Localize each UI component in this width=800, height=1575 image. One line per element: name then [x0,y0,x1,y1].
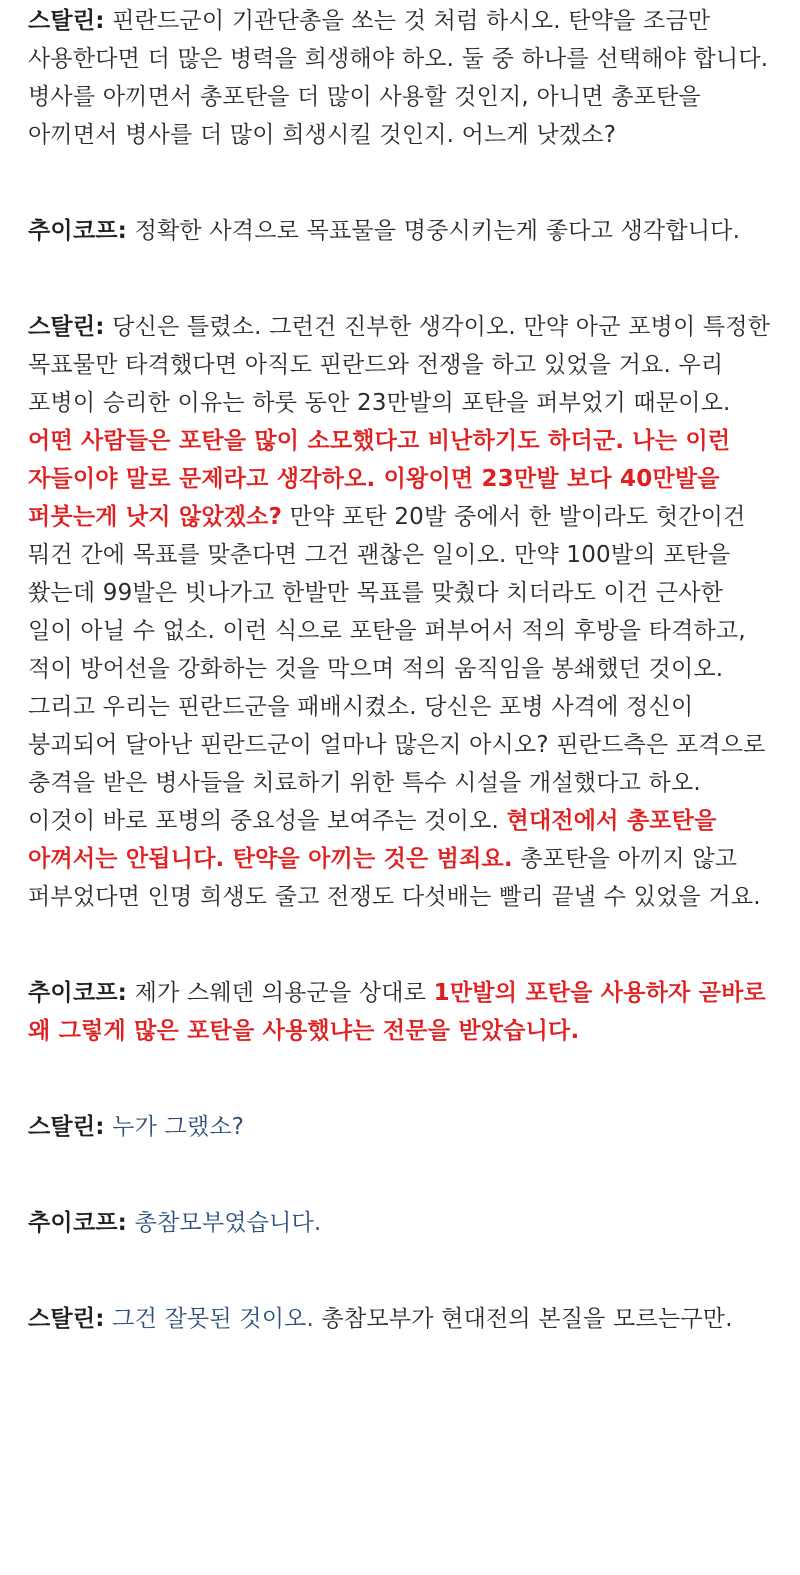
emphasis-text: 어떤 사람들은 포탄을 많이 소모했다고 비난하기도 하더군. 나는 이런 자들이야 말로 문제라고 생각하오. 이왕이면 23만발 보다 40만발을 퍼붓는게 낫지 않았겠소? [28,428,731,530]
dialogue-text: 핀란드군이 기관단총을 쏘는 것 처럼 하시오. 탄약을 조금만 사용한다면 더 많은 병력을 희생해야 하오. 둘 중 하나를 선택해야 합니다. 병사를 아끼면서 총포탄을 더 많이 사용할 것인지, 아니면 총포탄을 아끼면서 병사를 더 많이 희생시킬 것인지. 어느게 낫겠소? [28,8,769,148]
speaker-label: 스탈린: [28,314,105,340]
speaker-label: 추이코프: [28,1210,128,1236]
dialogue-document [0,2,800,1338]
reply-text: 총참모부였습니다. [127,1210,322,1236]
dialogue-text: 만약 포탄 20발 중에서 한 발이라도 헛간이건 뭐건 간에 목표를 맞춘다면 그건 괜찮은 일이오. 만약 100발의 포탄을 쐈는데 99발은 빗나가고 한발만 목표를 맞췄다 치더라도 이건 근사한 일이 아닐 수 없소. 이런 식으로 포탄을 퍼부어서 적의 후방을 타격하고, 적이 방어선을 강화하는 것을 막으며 적의 움직임을 봉쇄했던 것이오. 그리고 우리는 핀란드군을 패배시켰소. 당신은 포병 사격에 정신이 붕괴되어 달아난 핀란드군이 얼마나 많은지 아시오? 핀란드측은 포격으로 충격을 받은 병사들을 치료하기 위한 특수 시설을 개설했다고 하오. 이것이 바로 포병의 중요성을 보여주는 것이오. [28,504,766,834]
speaker-label: 추이코프: [28,218,128,244]
dialogue-paragraph-6 [28,1204,772,1242]
dialogue-paragraph-5 [28,1108,772,1146]
speaker-label: 스탈린: [28,1114,105,1140]
speaker-label: 추이코프: [28,980,128,1006]
dialogue-text: 정확한 사격으로 목표물을 명중시키는게 좋다고 생각합니다. [127,218,741,244]
reply-text: 그건 잘못된 것이오. [104,1306,315,1332]
dialogue-paragraph-7 [28,1300,772,1338]
dialogue-text: 총참모부가 현대전의 본질을 모르는구만. [314,1306,733,1332]
emphasis-text: 현대전에서 총포탄을 아껴서는 안됩니다. 탄약을 아끼는 것은 범죄요. [28,808,717,872]
dialogue-paragraph-4 [28,974,772,1050]
dialogue-text: 당신은 틀렸소. 그런건 진부한 생각이오. 만약 아군 포병이 특정한 목표물만 타격했다면 아직도 핀란드와 전쟁을 하고 있었을 거요. 우리 포병이 승리한 이유는 하룻 동안 23만발의 포탄을 퍼부었기 때문이오. [28,314,771,416]
speaker-label: 스탈린: [28,1306,105,1332]
dialogue-paragraph-1 [28,2,772,154]
speaker-label: 스탈린: [28,8,105,34]
dialogue-paragraph-3 [28,308,772,916]
dialogue-text: 제가 스웨덴 의용군을 상대로 [127,980,434,1006]
dialogue-text: 총포탄을 아끼지 않고 퍼부었다면 인명 희생도 줄고 전쟁도 다섯배는 빨리 끝낼 수 있었을 거요. [28,846,761,910]
emphasis-text: 1만발의 포탄을 사용하자 곧바로 왜 그렇게 많은 포탄을 사용했냐는 전문을 받았습니다. [28,980,766,1044]
reply-text: 누가 그랬소? [104,1114,245,1140]
dialogue-paragraph-2 [28,212,772,250]
